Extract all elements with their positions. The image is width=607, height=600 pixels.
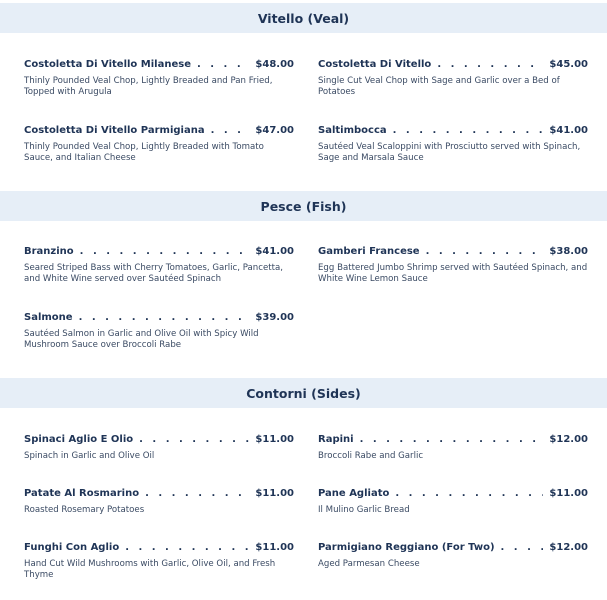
- dot-leader: [437, 60, 543, 70]
- menu-item: [24, 312, 294, 352]
- menu-item-header: [318, 434, 588, 445]
- section-header-contorni: [0, 378, 607, 408]
- menu-item-description: Egg Battered Jumbo Shrimp served with Sautéed Spinach, and White Wine Lemon Sauce: [318, 263, 588, 285]
- menu-item-description: Thinly Pounded Veal Chop, Lightly Breaded with Tomato Sauce, and Italian Cheese: [24, 142, 264, 164]
- dot-leader: [139, 435, 249, 445]
- menu-item-name: Gamberi Francese: [318, 246, 420, 257]
- menu-item-price: $11.00: [255, 542, 294, 553]
- menu-item-description: Sautéed Salmon in Garlic and Olive Oil with Spicy Wild Mushroom Sauce over Broccoli Rabe: [24, 329, 259, 351]
- menu-item-header: [318, 125, 588, 136]
- menu-item: [318, 59, 588, 99]
- menu-item-name: Rapini: [318, 434, 354, 445]
- section-header-pesce: [0, 191, 607, 221]
- section-title: Contorni (Sides): [246, 385, 361, 401]
- menu-item-price: $45.00: [549, 59, 588, 70]
- menu-item: [24, 434, 294, 462]
- menu-item-description: Il Mulino Garlic Bread: [318, 505, 410, 515]
- menu-item-price: $48.00: [255, 59, 294, 70]
- menu-item-name: Funghi Con Aglio: [24, 542, 120, 553]
- menu-item-header: [24, 312, 294, 323]
- menu-item-name: Pane Agliato: [318, 488, 390, 499]
- menu-item: [318, 488, 588, 516]
- menu-item-header: [24, 488, 294, 499]
- menu-item-description: Aged Parmesan Cheese: [318, 559, 420, 569]
- menu-item-description: Sautéed Veal Scaloppini with Prosciutto served with Spinach, Sage and Marsala Sauce: [318, 142, 581, 164]
- menu-item-name: Costoletta Di Vitello Parmigiana: [24, 125, 205, 136]
- dot-leader: [197, 60, 249, 70]
- dot-leader: [426, 247, 544, 257]
- menu-item-header: [318, 246, 588, 257]
- menu-item-name: Costoletta Di Vitello Milanese: [24, 59, 191, 70]
- menu-item-name: Branzino: [24, 246, 74, 257]
- menu-item-price: $38.00: [549, 246, 588, 257]
- menu-item-price: $41.00: [255, 246, 294, 257]
- menu-item: [24, 125, 294, 165]
- menu-item: [24, 542, 294, 582]
- section-title: Vitello (Veal): [257, 10, 350, 26]
- menu-item-price: $11.00: [255, 488, 294, 499]
- menu-item: [318, 542, 588, 570]
- dot-leader: [145, 489, 249, 499]
- dot-leader: [125, 543, 249, 553]
- menu-item-description: Seared Striped Bass with Cherry Tomatoes, Garlic, Pancetta, and White Wine served over Sautéed Spinach: [24, 263, 283, 285]
- menu-item: [318, 434, 588, 462]
- menu-item: [24, 59, 294, 99]
- menu-item-name: Costoletta Di Vitello: [318, 59, 432, 70]
- dot-leader: [360, 435, 544, 445]
- menu-item-name: Spinaci Aglio E Olio: [24, 434, 134, 445]
- menu-item-description: Hand Cut Wild Mushrooms with Garlic, Olive Oil, and Fresh Thyme: [24, 559, 276, 581]
- menu-item: [24, 488, 294, 516]
- menu-item-name: Parmigiano Reggiano (For Two): [318, 542, 495, 553]
- menu-item-name: Saltimbocca: [318, 125, 387, 136]
- section-header-vitello: [0, 3, 607, 33]
- menu-item-price: $11.00: [549, 488, 588, 499]
- menu-item-price: $12.00: [549, 434, 588, 445]
- menu-item-header: [24, 246, 294, 257]
- dot-leader: [501, 543, 544, 553]
- menu-item-header: [318, 488, 588, 499]
- menu-item-header: [24, 125, 294, 136]
- dot-leader: [211, 126, 250, 136]
- menu-item-header: [318, 542, 588, 553]
- menu-item: [318, 125, 588, 165]
- dot-leader: [79, 313, 250, 323]
- menu-item-description: Single Cut Veal Chop with Sage and Garlic over a Bed of Potatoes: [318, 76, 560, 98]
- menu-item-price: $11.00: [255, 434, 294, 445]
- menu-item-price: $41.00: [549, 125, 588, 136]
- menu-item-price: $39.00: [255, 312, 294, 323]
- menu-item-price: $47.00: [255, 125, 294, 136]
- menu-item-header: [318, 59, 588, 70]
- section-title: Pesce (Fish): [260, 198, 347, 214]
- menu-item-header: [24, 59, 294, 70]
- dot-leader: [395, 489, 543, 499]
- menu-item: [318, 246, 588, 286]
- menu-item-header: [24, 542, 294, 553]
- dot-leader: [393, 126, 544, 136]
- menu-item-description: Spinach in Garlic and Olive Oil: [24, 451, 155, 461]
- menu-item-header: [24, 434, 294, 445]
- menu-item-description: Broccoli Rabe and Garlic: [318, 451, 424, 461]
- menu-item-name: Patate Al Rosmarino: [24, 488, 140, 499]
- menu-item-name: Salmone: [24, 312, 73, 323]
- dot-leader: [80, 247, 250, 257]
- menu-item-description: Roasted Rosemary Potatoes: [24, 505, 145, 515]
- menu-item-description: Thinly Pounded Veal Chop, Lightly Breaded and Pan Fried, Topped with Arugula: [24, 76, 273, 98]
- menu-item: [24, 246, 294, 286]
- menu-item-price: $12.00: [549, 542, 588, 553]
